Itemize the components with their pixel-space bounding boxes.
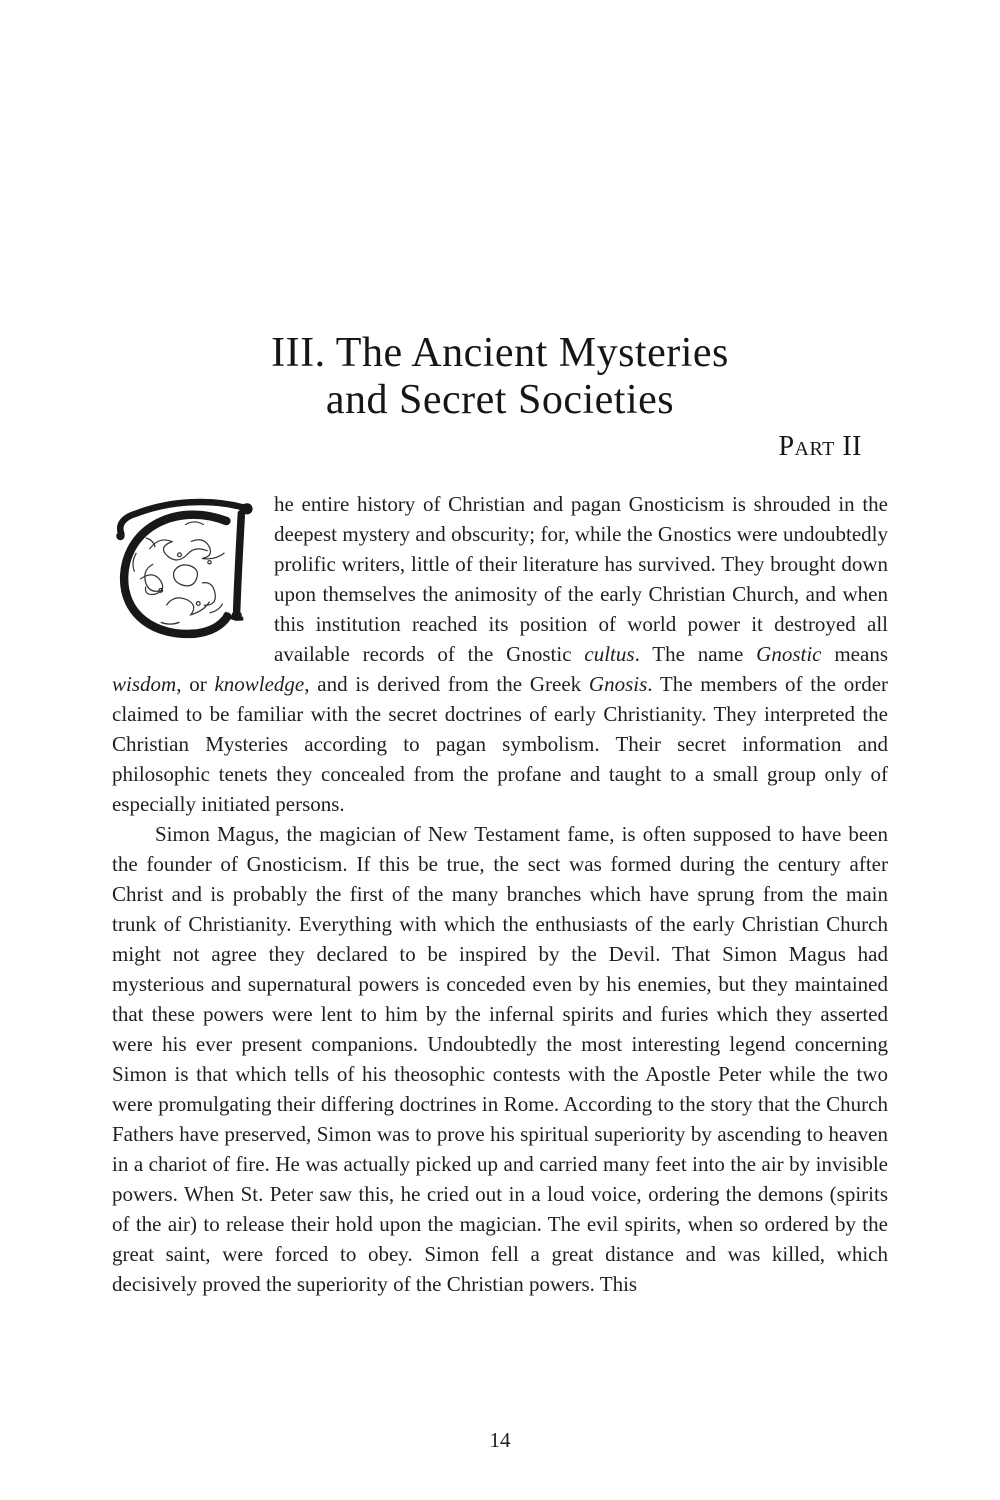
chapter-title-line2: and Secret Societies — [325, 377, 675, 423]
drop-cap-ornate-t-icon — [112, 492, 262, 640]
paragraph-simon-magus — [112, 819, 888, 1299]
page-number: 14 — [489, 1428, 511, 1452]
chapter-title-line1: III. The Ancient Mysteries — [271, 330, 729, 376]
text-column — [112, 0, 888, 1299]
paragraph-gnosticism-text: he entire history of Christian and pagan Gnosticism is shrouded in the deepest mystery and obscurity; for, while the Gnostics were undoubtedly prolific writers, little of their literature has survived. They brought down upon themselves the animosity of the early Christian Church, and when this institution reached its position of world power it destroyed all available records of the Gnostic cultus. The name Gnostic means wisdom, or knowledge, and is derived from the Greek Gnosis. The members of the order claimed to be familiar with the secret doctrines of early Christianity. They interpreted the Christian Mysteries according to pagan symbolism. Their secret information and philosophic tenets they concealed from the profane and taught to a small group only of especially initiated persons. — [112, 492, 889, 816]
part-label: Part II — [778, 431, 862, 462]
chapter-title — [112, 0, 888, 424]
paragraph-gnosticism — [112, 489, 888, 819]
body-text — [112, 489, 888, 1299]
paragraph-simon-magus-text: Simon Magus, the magician of New Testament fame, is often supposed to have been the founder of Gnosticism. If this be true, the sect was formed during the century after Christ and is probably the first of the many branches which have sprung from the main trunk of Christianity. Everything with which the enthusiasts of the early Christian Church might not agree they declared to be inspired by the Devil. That Simon Magus had mysterious and supernatural powers is conceded even by his enemies, but they maintained that these powers were lent to him by the infernal spirits and furies which they asserted were his ever present companions. Undoubtedly the most interesting legend concerning Simon is that which tells of his theosophic contests with the Apostle Peter while the two were promulgating their differing doctrines in Rome. According to the story that the Church Fathers have preserved, Simon was to prove his spiritual superiority by ascending to heaven in a chariot of fire. He was actually picked up and carried many feet into the air by invisible powers. When St. Peter saw this, he cried out in a loud voice, ordering the demons (spirits of the air) to release their hold upon the magician. The evil spirits, when so ordered by the great saint, were forced to obey. Simon fell a great distance and was killed, which decisively proved the superiority of the Christian powers. This — [112, 822, 888, 1296]
